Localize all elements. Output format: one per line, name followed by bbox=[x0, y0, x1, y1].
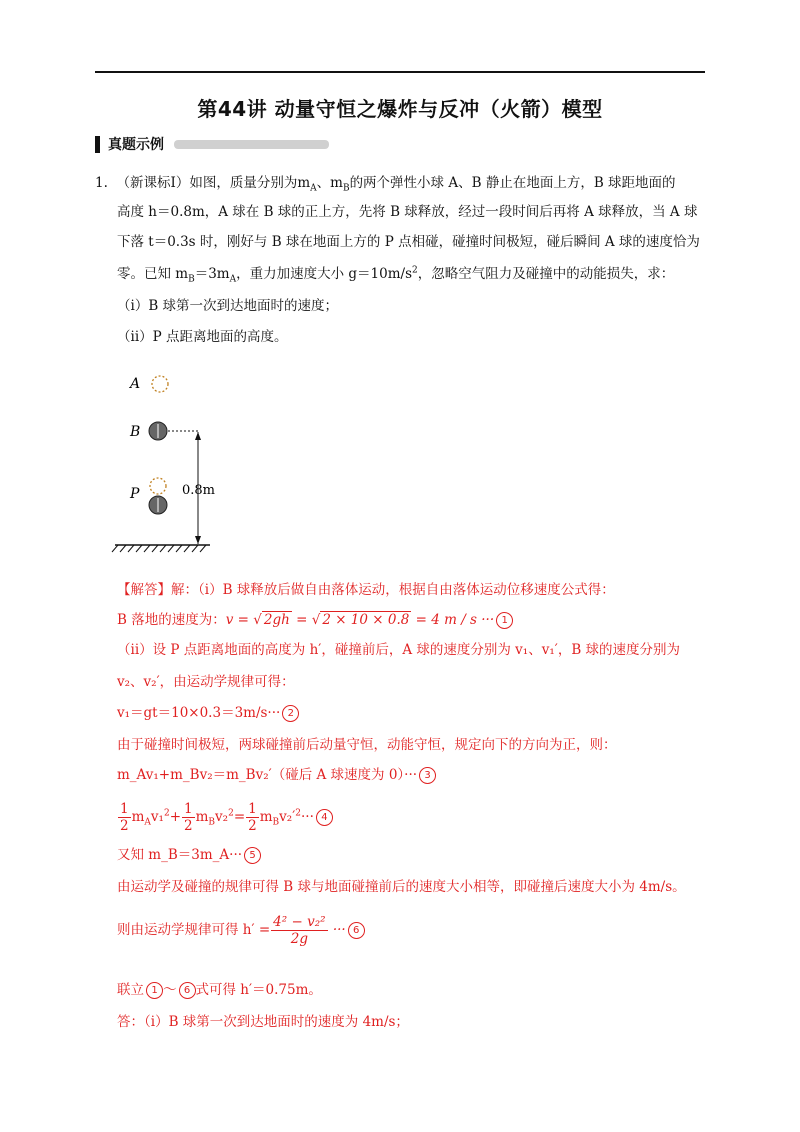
solution-line-1: 【解答】解：（i）B 球释放后做自由落体运动，根据自由落体运动位移速度公式得： bbox=[117, 582, 615, 598]
circled-5: 5 bbox=[244, 847, 261, 864]
problem-line-2: 高度 h＝0.8m，A 球在 B 球的正上方，先将 B 球释放，经过一段时间后再将 A 球释放，当 A 球 bbox=[117, 204, 698, 220]
circled-6: 6 bbox=[348, 922, 365, 939]
answer-line: 答：（i）B 球第一次到达地面时的速度为 4m/s； bbox=[117, 1014, 409, 1030]
circled-3: 3 bbox=[419, 767, 436, 784]
solution-line-7: m_Av₁+m_Bv₂＝m_Bv₂′（碰后 A 球速度为 0）··· 3 bbox=[117, 765, 436, 785]
ball-a-dashed bbox=[152, 376, 168, 392]
section-decoration bbox=[174, 140, 329, 149]
solution-line-10: 由运动学及碰撞的规律可得 B 球与地面碰撞前后的速度大小相等，即碰撞后速度大小为 4m/s。 bbox=[117, 879, 686, 895]
header-rule bbox=[95, 71, 705, 73]
height-fraction: $\frac{\text{4² − v₂²}}{2g}$ bbox=[273, 914, 326, 947]
solution-line-6: 由于碰撞时间极短，两球碰撞前后动量守恒，动能守恒，规定向下的方向为正，则： bbox=[117, 737, 617, 753]
question-1: （i）B 球第一次到达地面时的速度； bbox=[117, 298, 339, 314]
ground-hatching bbox=[112, 545, 206, 552]
circled-6-ref: 6 bbox=[179, 982, 196, 999]
solution-line-11: 则由运动学规律可得 h′ = $\frac{\text{4² − v₂²}}{2g}$ ··· 6 bbox=[117, 912, 365, 948]
problem-line-1: 1. （新课标Ⅰ）如图，质量分别为$m_A$、$m_B$的两个弹性小球 A、B 静止在地面上方，B 球距地面的 bbox=[95, 175, 676, 194]
problem-line-4: 零。已知 $m_B=3m_A$，重力加速度大小 $g=10m/s^2$，忽略空气阻力及碰撞中的动能损失，求： bbox=[117, 265, 675, 285]
circled-1: 1 bbox=[496, 612, 513, 629]
solution-line-8: $\frac{1}{2}$ $m_Av_1^2+$ $\frac{1}{2}$ $m_Bv_2^2=$ $\frac{1}{2}$ $m_Bv_2'^2\cdot\cdot\cdot 4$ bbox=[117, 800, 333, 834]
ball-p-dashed bbox=[150, 478, 166, 494]
solution-line-2: B 落地的速度为：v = √ 2gh = √ 2 × 10 × 0.8 = 4 m / s ··· 1 bbox=[117, 610, 513, 630]
section-label: 真题示例 bbox=[108, 137, 164, 153]
solution-line-4: v₂、v₂′，由运动学规律可得： bbox=[117, 674, 295, 690]
half-fraction-3: $\frac{1}{2}$ bbox=[248, 801, 257, 834]
circled-4: 4 bbox=[316, 809, 333, 826]
solution-line-5: v₁＝gt＝10×0.3＝3m/s··· 2 bbox=[117, 703, 299, 723]
question-2: （ii）P 点距离地面的高度。 bbox=[117, 329, 288, 345]
circled-2: 2 bbox=[282, 705, 299, 722]
solution-line-3: （ii）设 P 点距离地面的高度为 h′，碰撞前后，A 球的速度分别为 v₁、v₁′，B 球的速度分别为 bbox=[117, 642, 681, 658]
figure-label-p: P bbox=[130, 486, 140, 502]
section-heading bbox=[95, 133, 329, 155]
figure-label-b: B bbox=[130, 424, 141, 440]
figure-label-a: A bbox=[130, 376, 141, 392]
section-marker bbox=[95, 136, 100, 153]
problem-line-3: 下落 t＝0.3s 时，刚好与 B 球在地面上方的 P 点相碰，碰撞时间极短，碰后瞬间 A 球的速度恰为 bbox=[117, 234, 700, 250]
height-label: 0.8m bbox=[182, 483, 216, 498]
solution-line-12: 联立 1 ～ 6 式可得 h′＝0.75m。 bbox=[117, 982, 322, 998]
half-fraction-1: $\frac{1}{2}$ bbox=[120, 801, 129, 834]
solution-line-9: 又知 m_B＝3m_A··· 5 bbox=[117, 845, 261, 865]
physics-figure bbox=[110, 360, 230, 560]
arrow-head-down bbox=[195, 536, 201, 544]
half-fraction-2: $\frac{1}{2}$ bbox=[184, 801, 193, 834]
arrow-head-up bbox=[195, 432, 201, 440]
page-title: 第44讲 动量守恒之爆炸与反冲（火箭）模型 bbox=[197, 97, 603, 121]
circled-1-ref: 1 bbox=[146, 982, 163, 999]
problem-number: 1. bbox=[95, 175, 108, 191]
